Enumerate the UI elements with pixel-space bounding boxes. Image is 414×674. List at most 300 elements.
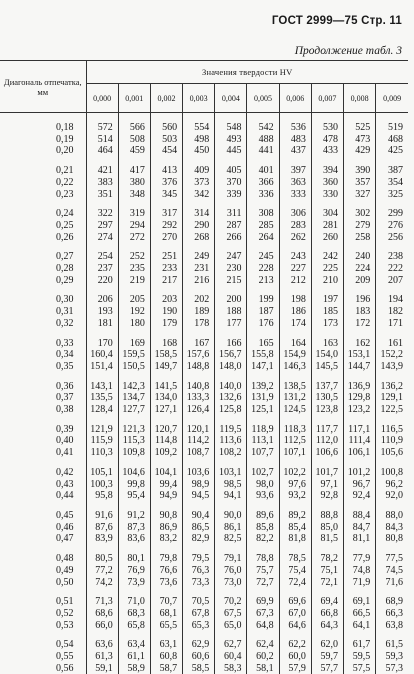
hardness-value-cell: 387	[376, 157, 408, 177]
hardness-value-cell: 256	[376, 232, 408, 244]
hardness-value-cell: 92,4	[344, 490, 376, 502]
hardness-value-cell: 153,1	[344, 349, 376, 361]
hardness-value-cell: 156,7	[215, 349, 247, 361]
table-row	[0, 522, 408, 534]
hardness-value-cell: 65,5	[150, 620, 182, 632]
hardness-value-cell: 87,6	[86, 522, 118, 534]
hardness-value-cell: 80,5	[86, 545, 118, 565]
hardness-value-cell: 66,3	[376, 608, 408, 620]
hardness-value-cell: 178	[183, 318, 215, 330]
hardness-value-cell: 243	[279, 243, 311, 263]
hardness-value-cell: 75,4	[279, 565, 311, 577]
hardness-value-cell: 77,9	[344, 545, 376, 565]
hardness-value-cell: 75,7	[247, 565, 279, 577]
hardness-value-cell: 294	[118, 220, 150, 232]
table-row	[0, 631, 408, 651]
hardness-value-cell: 99,4	[150, 479, 182, 491]
table-row	[0, 620, 408, 632]
hardness-value-cell: 519	[376, 113, 408, 134]
hardness-value-cell: 147,1	[247, 361, 279, 373]
hardness-value-cell: 114,8	[150, 435, 182, 447]
hardness-value-cell: 237	[86, 263, 118, 275]
hardness-value-cell: 62,0	[311, 631, 343, 651]
hardness-value-cell: 71,0	[118, 588, 150, 608]
hardness-value-cell: 81,5	[311, 533, 343, 545]
hardness-value-cell: 503	[150, 134, 182, 146]
hardness-value-cell: 66,0	[86, 620, 118, 632]
hardness-value-cell: 274	[86, 232, 118, 244]
hardness-value-cell: 59,5	[344, 651, 376, 663]
hardness-value-cell: 542	[247, 113, 279, 134]
hardness-value-cell: 133,3	[183, 392, 215, 404]
hardness-value-cell: 283	[279, 220, 311, 232]
diagonal-cell: 0,50	[0, 577, 86, 589]
hardness-value-cell: 57,7	[311, 663, 343, 674]
hardness-value-cell: 508	[118, 134, 150, 146]
hardness-value-cell: 144,7	[344, 361, 376, 373]
hardness-value-cell: 207	[376, 275, 408, 287]
hardness-value-cell: 61,3	[86, 651, 118, 663]
hardness-value-cell: 61,5	[376, 631, 408, 651]
hardness-value-cell: 182	[376, 306, 408, 318]
hardness-value-cell: 82,9	[183, 533, 215, 545]
hardness-value-cell: 60,6	[183, 651, 215, 663]
hardness-value-cell: 140,8	[183, 373, 215, 393]
hardness-value-cell: 63,1	[150, 631, 182, 651]
hardness-value-cell: 217	[150, 275, 182, 287]
hardness-value-cell: 90,8	[150, 502, 182, 522]
table-row	[0, 306, 408, 318]
hardness-value-cell: 206	[86, 286, 118, 306]
hardness-value-cell: 131,9	[247, 392, 279, 404]
hardness-value-cell: 146,3	[279, 361, 311, 373]
hardness-value-cell: 73,6	[150, 577, 182, 589]
hardness-value-cell: 88,4	[344, 502, 376, 522]
diagonal-cell: 0,39	[0, 416, 86, 436]
hardness-value-cell: 74,8	[344, 565, 376, 577]
hardness-value-cell: 72,4	[279, 577, 311, 589]
hardness-value-cell: 530	[311, 113, 343, 134]
hardness-value-cell: 64,1	[344, 620, 376, 632]
hardness-value-cell: 493	[215, 134, 247, 146]
hardness-value-cell: 70,7	[150, 588, 182, 608]
hardness-value-cell: 425	[376, 145, 408, 157]
hardness-value-cell: 249	[183, 243, 215, 263]
hardness-value-cell: 186	[279, 306, 311, 318]
hardness-value-cell: 61,1	[118, 651, 150, 663]
hardness-value-cell: 127,7	[118, 404, 150, 416]
hardness-value-cell: 219	[118, 275, 150, 287]
hardness-value-cell: 566	[118, 113, 150, 134]
hardness-value-cell: 62,9	[183, 631, 215, 651]
hardness-value-cell: 143,1	[86, 373, 118, 393]
hardness-value-cell: 109,2	[150, 447, 182, 459]
diagonal-cell: 0,48	[0, 545, 86, 565]
hardness-value-cell: 62,4	[247, 631, 279, 651]
hardness-value-cell: 92,8	[311, 490, 343, 502]
hardness-value-cell: 76,9	[118, 565, 150, 577]
hardness-value-cell: 145,5	[311, 361, 343, 373]
hardness-value-cell: 473	[344, 134, 376, 146]
diagonal-cell: 0,19	[0, 134, 86, 146]
table-row	[0, 533, 408, 545]
hardness-value-cell: 290	[183, 220, 215, 232]
diagonal-cell: 0,54	[0, 631, 86, 651]
hardness-value-cell: 115,9	[86, 435, 118, 447]
hardness-value-cell: 77,5	[376, 545, 408, 565]
hardness-value-cell: 212	[279, 275, 311, 287]
hardness-value-cell: 61,7	[344, 631, 376, 651]
hardness-value-cell: 94,1	[215, 490, 247, 502]
table-row	[0, 349, 408, 361]
hardness-value-cell: 76,0	[215, 565, 247, 577]
hardness-value-cell: 433	[311, 145, 343, 157]
hardness-value-cell: 339	[215, 189, 247, 201]
table-row	[0, 113, 408, 134]
hardness-value-cell: 143,9	[376, 361, 408, 373]
hardness-value-cell: 464	[86, 145, 118, 157]
column-header: 0,008	[344, 84, 376, 113]
column-group-header: Значения твердости HV	[86, 61, 408, 84]
hardness-value-cell: 58,5	[183, 663, 215, 674]
hardness-value-cell: 83,9	[86, 533, 118, 545]
hardness-value-cell: 174	[279, 318, 311, 330]
column-header: 0,000	[86, 84, 118, 113]
hardness-value-cell: 554	[183, 113, 215, 134]
table-row	[0, 318, 408, 330]
hardness-value-cell: 488	[247, 134, 279, 146]
hardness-value-cell: 203	[150, 286, 182, 306]
hardness-value-cell: 60,0	[279, 651, 311, 663]
hardness-value-cell: 58,7	[150, 663, 182, 674]
hardness-value-cell: 306	[279, 200, 311, 220]
hardness-value-cell: 119,5	[215, 416, 247, 436]
hardness-value-cell: 155,8	[247, 349, 279, 361]
hardness-value-cell: 169	[118, 330, 150, 350]
hardness-value-cell: 100,8	[376, 459, 408, 479]
hardness-value-cell: 264	[247, 232, 279, 244]
table-row	[0, 373, 408, 393]
hardness-value-cell: 89,2	[279, 502, 311, 522]
hardness-value-cell: 354	[376, 177, 408, 189]
diagonal-cell: 0,45	[0, 502, 86, 522]
hardness-value-cell: 272	[118, 232, 150, 244]
hardness-value-cell: 60,4	[215, 651, 247, 663]
table-row	[0, 232, 408, 244]
hardness-value-cell: 79,5	[183, 545, 215, 565]
diagonal-cell: 0,26	[0, 232, 86, 244]
column-header: 0,001	[118, 84, 150, 113]
hardness-value-cell: 130,5	[311, 392, 343, 404]
hardness-value-cell: 60,8	[150, 651, 182, 663]
column-header: 0,002	[150, 84, 182, 113]
hardness-value-cell: 325	[376, 189, 408, 201]
hardness-value-cell: 314	[183, 200, 215, 220]
hardness-value-cell: 87,3	[118, 522, 150, 534]
hardness-value-cell: 322	[86, 200, 118, 220]
table-row	[0, 663, 408, 674]
table-row	[0, 243, 408, 263]
hardness-value-cell: 167	[183, 330, 215, 350]
hardness-value-cell: 90,0	[215, 502, 247, 522]
diagonal-cell: 0,53	[0, 620, 86, 632]
hardness-value-cell: 302	[344, 200, 376, 220]
hardness-value-cell: 450	[183, 145, 215, 157]
hardness-value-cell: 93,2	[279, 490, 311, 502]
hardness-value-cell: 279	[344, 220, 376, 232]
hardness-value-cell: 73,9	[118, 577, 150, 589]
hardness-value-cell: 132,6	[215, 392, 247, 404]
hardness-value-cell: 225	[311, 263, 343, 275]
hardness-value-cell: 68,1	[150, 608, 182, 620]
hardness-value-cell: 73,3	[183, 577, 215, 589]
hardness-value-cell: 75,1	[311, 565, 343, 577]
hardness-value-cell: 86,1	[215, 522, 247, 534]
hardness-value-cell: 83,2	[150, 533, 182, 545]
hardness-value-cell: 117,7	[311, 416, 343, 436]
hardness-value-cell: 104,1	[150, 459, 182, 479]
hardness-value-cell: 162	[344, 330, 376, 350]
hardness-value-cell: 304	[311, 200, 343, 220]
hardness-value-cell: 222	[376, 263, 408, 275]
diagonal-cell: 0,51	[0, 588, 86, 608]
hardness-value-cell: 71,6	[376, 577, 408, 589]
hardness-value-cell: 429	[344, 145, 376, 157]
hardness-value-cell: 76,6	[150, 565, 182, 577]
hardness-value-cell: 80,8	[376, 533, 408, 545]
hardness-value-cell: 96,2	[376, 479, 408, 491]
table-row	[0, 263, 408, 275]
hardness-value-cell: 276	[376, 220, 408, 232]
table-row	[0, 479, 408, 491]
diagonal-cell: 0,37	[0, 392, 86, 404]
hardness-value-cell: 409	[183, 157, 215, 177]
hardness-value-cell: 158,5	[150, 349, 182, 361]
hardness-value-cell: 81,1	[344, 533, 376, 545]
hardness-value-cell: 215	[215, 275, 247, 287]
hardness-value-cell: 317	[150, 200, 182, 220]
hardness-value-cell: 99,8	[118, 479, 150, 491]
hardness-value-cell: 111,4	[344, 435, 376, 447]
diagonal-cell: 0,28	[0, 263, 86, 275]
table-row	[0, 404, 408, 416]
hardness-value-cell: 285	[247, 220, 279, 232]
hardness-value-cell: 252	[118, 243, 150, 263]
hardness-value-cell: 123,2	[344, 404, 376, 416]
hardness-value-cell: 168	[150, 330, 182, 350]
diagonal-cell: 0,33	[0, 330, 86, 350]
hardness-value-cell: 149,7	[150, 361, 182, 373]
hardness-value-cell: 336	[247, 189, 279, 201]
diagonal-cell: 0,49	[0, 565, 86, 577]
hardness-value-cell: 78,5	[279, 545, 311, 565]
diagonal-cell: 0,41	[0, 447, 86, 459]
hardness-value-cell: 262	[279, 232, 311, 244]
hardness-value-cell: 113,1	[247, 435, 279, 447]
hardness-value-cell: 108,2	[215, 447, 247, 459]
hardness-value-cell: 62,7	[215, 631, 247, 651]
hardness-value-cell: 525	[344, 113, 376, 134]
table-row	[0, 145, 408, 157]
table-row	[0, 134, 408, 146]
hardness-value-cell: 57,5	[344, 663, 376, 674]
table-row	[0, 459, 408, 479]
hardness-value-cell: 121,9	[86, 416, 118, 436]
hardness-value-cell: 138,5	[279, 373, 311, 393]
hardness-value-cell: 141,5	[150, 373, 182, 393]
hardness-value-cell: 90,4	[183, 502, 215, 522]
hardness-value-cell: 514	[86, 134, 118, 146]
hardness-value-cell: 89,6	[247, 502, 279, 522]
hardness-value-cell: 266	[215, 232, 247, 244]
hardness-value-cell: 210	[311, 275, 343, 287]
hardness-value-cell: 58,3	[215, 663, 247, 674]
hardness-value-cell: 220	[86, 275, 118, 287]
diagonal-cell: 0,31	[0, 306, 86, 318]
hardness-value-cell: 91,6	[86, 502, 118, 522]
hardness-value-cell: 64,3	[311, 620, 343, 632]
hardness-value-cell: 115,3	[118, 435, 150, 447]
hardness-value-cell: 536	[279, 113, 311, 134]
hardness-value-cell: 327	[344, 189, 376, 201]
hardness-value-cell: 468	[376, 134, 408, 146]
hardness-value-cell: 154,9	[279, 349, 311, 361]
hardness-value-cell: 213	[247, 275, 279, 287]
diagonal-cell: 0,27	[0, 243, 86, 263]
hardness-value-cell: 113,6	[215, 435, 247, 447]
table-row	[0, 502, 408, 522]
hardness-value-cell: 74,2	[86, 577, 118, 589]
hardness-value-cell: 560	[150, 113, 182, 134]
diagonal-cell: 0,43	[0, 479, 86, 491]
hardness-value-cell: 63,6	[86, 631, 118, 651]
hardness-value-cell: 160,4	[86, 349, 118, 361]
hardness-value-cell: 106,1	[344, 447, 376, 459]
hardness-value-cell: 120,1	[183, 416, 215, 436]
hardness-value-cell: 128,4	[86, 404, 118, 416]
hardness-value-cell: 125,8	[215, 404, 247, 416]
hardness-value-cell: 227	[279, 263, 311, 275]
hardness-value-cell: 94,5	[183, 490, 215, 502]
hardness-value-cell: 171	[376, 318, 408, 330]
table-row	[0, 361, 408, 373]
hardness-value-cell: 126,4	[183, 404, 215, 416]
table-row	[0, 490, 408, 502]
hardness-value-cell: 97,1	[311, 479, 343, 491]
hardness-value-cell: 199	[247, 286, 279, 306]
hardness-value-cell: 123,8	[311, 404, 343, 416]
hardness-value-cell: 270	[150, 232, 182, 244]
hardness-value-cell: 150,5	[118, 361, 150, 373]
hardness-value-cell: 548	[215, 113, 247, 134]
hardness-value-cell: 478	[311, 134, 343, 146]
hardness-value-cell: 245	[247, 243, 279, 263]
table-row	[0, 200, 408, 220]
hardness-value-cell: 152,2	[376, 349, 408, 361]
hardness-value-cell: 413	[150, 157, 182, 177]
hardness-value-cell: 401	[247, 157, 279, 177]
hardness-value-cell: 173	[311, 318, 343, 330]
hardness-value-cell: 78,8	[247, 545, 279, 565]
table-row	[0, 608, 408, 620]
hardness-value-cell: 125,1	[247, 404, 279, 416]
hardness-value-cell: 311	[215, 200, 247, 220]
hardness-value-cell: 268	[183, 232, 215, 244]
hardness-value-cell: 72,7	[247, 577, 279, 589]
hardness-value-cell: 170	[86, 330, 118, 350]
hardness-value-cell: 102,2	[279, 459, 311, 479]
table-row	[0, 577, 408, 589]
hardness-value-cell: 118,3	[279, 416, 311, 436]
hardness-value-cell: 131,2	[279, 392, 311, 404]
hardness-value-cell: 97,6	[279, 479, 311, 491]
hardness-value-cell: 157,6	[183, 349, 215, 361]
hardness-value-cell: 441	[247, 145, 279, 157]
hardness-value-cell: 297	[86, 220, 118, 232]
diagonal-cell: 0,20	[0, 145, 86, 157]
hardness-value-cell: 140,0	[215, 373, 247, 393]
hardness-value-cell: 164	[279, 330, 311, 350]
hardness-value-cell: 109,8	[118, 447, 150, 459]
hardness-value-cell: 58,9	[118, 663, 150, 674]
hardness-value-cell: 72,1	[311, 577, 343, 589]
hardness-value-cell: 117,1	[344, 416, 376, 436]
hardness-value-cell: 373	[183, 177, 215, 189]
hardness-value-cell: 179	[150, 318, 182, 330]
hardness-value-cell: 104,6	[118, 459, 150, 479]
hardness-value-cell: 183	[344, 306, 376, 318]
hardness-value-cell: 124,5	[279, 404, 311, 416]
hardness-value-cell: 64,8	[247, 620, 279, 632]
hardness-value-cell: 181	[86, 318, 118, 330]
hardness-value-cell: 228	[247, 263, 279, 275]
hardness-value-cell: 71,3	[86, 588, 118, 608]
hardness-value-cell: 112,5	[279, 435, 311, 447]
hardness-value-cell: 192	[118, 306, 150, 318]
hardness-value-cell: 197	[311, 286, 343, 306]
hardness-value-cell: 69,1	[344, 588, 376, 608]
hardness-value-cell: 74,5	[376, 565, 408, 577]
diagonal-cell: 0,18	[0, 113, 86, 134]
hardness-value-cell: 198	[279, 286, 311, 306]
hardness-value-cell: 59,1	[86, 663, 118, 674]
hardness-value-cell: 63,8	[376, 620, 408, 632]
hardness-value-cell: 370	[215, 177, 247, 189]
hardness-value-cell: 165	[247, 330, 279, 350]
hardness-value-cell: 281	[311, 220, 343, 232]
hardness-value-cell: 80,1	[118, 545, 150, 565]
hardness-value-cell: 177	[215, 318, 247, 330]
hardness-value-cell: 57,3	[376, 663, 408, 674]
hardness-value-cell: 200	[215, 286, 247, 306]
hardness-value-cell: 102,7	[247, 459, 279, 479]
hardness-value-cell: 94,9	[150, 490, 182, 502]
hardness-value-cell: 151,4	[86, 361, 118, 373]
hardness-value-cell: 190	[150, 306, 182, 318]
diagonal-cell: 0,42	[0, 459, 86, 479]
hardness-value-cell: 351	[86, 189, 118, 201]
hardness-value-cell: 202	[183, 286, 215, 306]
hardness-value-cell: 136,9	[344, 373, 376, 393]
hardness-value-cell: 66,5	[344, 608, 376, 620]
hardness-value-cell: 92,0	[376, 490, 408, 502]
table-row	[0, 651, 408, 663]
hardness-value-cell: 79,8	[150, 545, 182, 565]
diagonal-cell: 0,30	[0, 286, 86, 306]
hardness-value-cell: 292	[150, 220, 182, 232]
hardness-value-cell: 366	[247, 177, 279, 189]
hardness-value-cell: 85,8	[247, 522, 279, 534]
